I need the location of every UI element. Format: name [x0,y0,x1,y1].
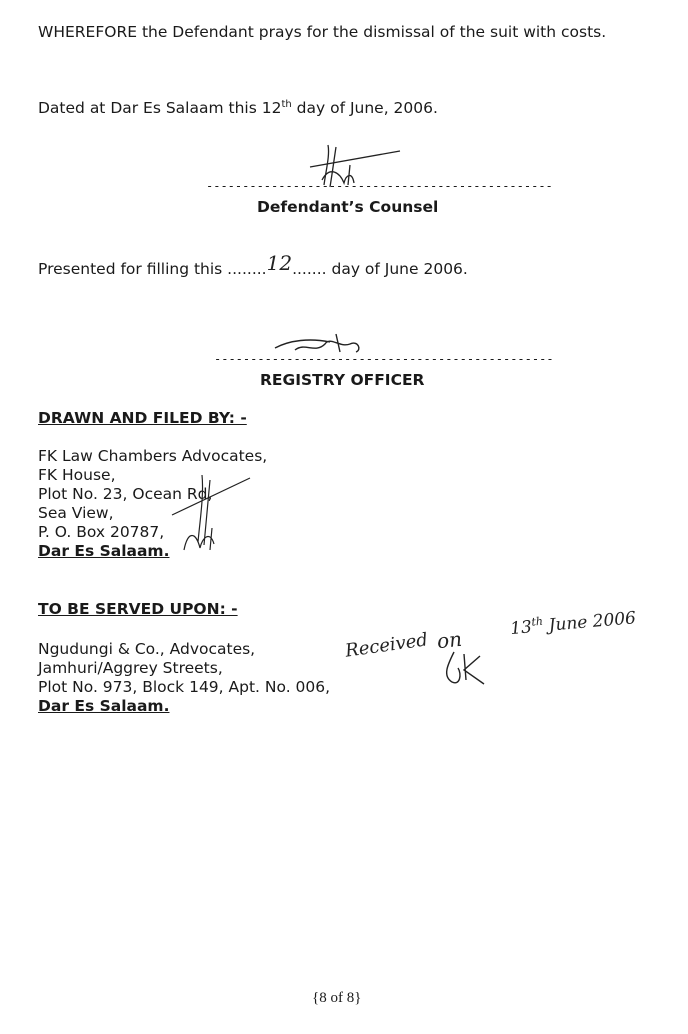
received-date-suffix: June 2006 [542,608,637,637]
served-address [38,640,330,716]
received-note-word: Received [343,629,430,662]
dated-line [38,99,438,117]
served-heading: TO BE SERVED UPON: - [38,600,238,618]
received-initials [440,650,500,690]
served-line: Jamhuri/Aggrey Streets, [38,659,223,677]
drawn-line: FK Law Chambers Advocates, [38,447,268,465]
prayer-clause: WHEREFORE the Defendant prays for the dismissal of the suit with costs. [38,23,607,41]
dated-prefix: Dated at Dar Es Salaam this 12 [38,99,282,118]
drawn-signature [172,470,252,560]
drawn-city: Dar Es Salaam. [38,542,170,560]
presented-day-handwritten: 12 [266,251,293,275]
drawn-heading: DRAWN AND FILED BY: - [38,409,247,427]
drawn-line: Plot No. 23, Ocean Rd, [38,485,213,503]
counsel-signature-line: ------------------------------------------------ [206,179,553,193]
served-line: Ngudungi & Co., Advocates, [38,640,256,658]
presented-line [38,251,468,279]
counsel-label: Defendant’s Counsel [257,198,439,216]
page-number: {8 of 8} [312,990,362,1006]
received-note-on: on [435,626,464,654]
presented-suffix: ....... day of June 2006. [292,260,468,278]
presented-prefix: Presented for filling this ........ [38,260,267,278]
dated-sup: th [281,99,292,110]
registry-signature-line: ----------------------------------------------- [214,352,554,366]
served-line: Plot No. 973, Block 149, Apt. No. 006, [38,678,331,696]
registry-label: REGISTRY OFFICER [260,371,425,389]
drawn-line: P. O. Box 20787, [38,523,165,541]
received-date-prefix: 13 [509,617,533,640]
served-city: Dar Es Salaam. [38,697,170,715]
received-note-date [509,607,636,640]
drawn-line: Sea View, [38,504,114,522]
received-date-sup: th [530,614,544,629]
dated-suffix: day of June, 2006. [291,99,438,118]
drawn-line: FK House, [38,466,116,484]
